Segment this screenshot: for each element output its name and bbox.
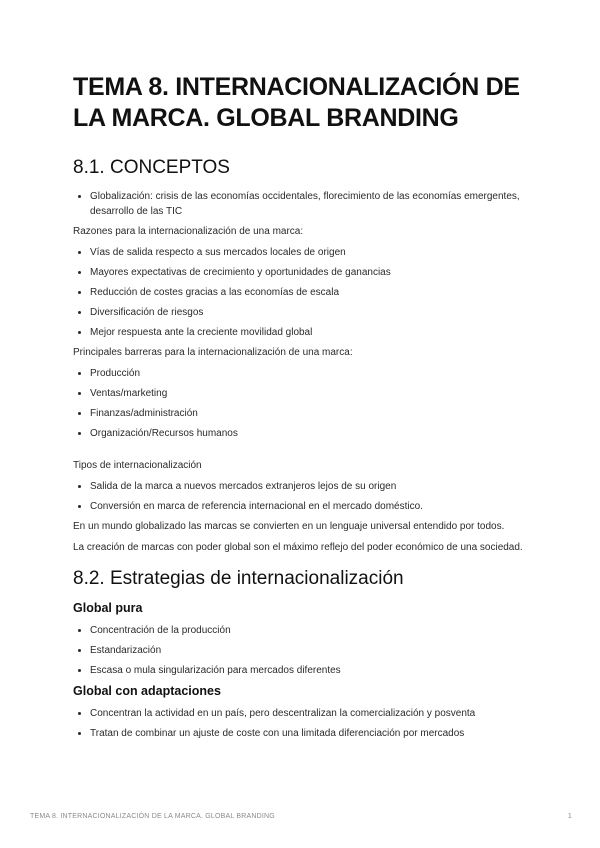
list-item: Mayores expectativas de crecimiento y oportunidades de ganancias	[89, 265, 533, 280]
paragraph-globalized-world: En un mundo globalizado las marcas se convierten en un lenguaje universal entendido por todos.	[73, 521, 505, 532]
footer-title: TEMA 8. INTERNACIONALIZACIÓN DE LA MARCA. GLOBAL BRANDING	[30, 813, 275, 820]
spacer	[73, 446, 533, 458]
list-item: Concentración de la producción	[89, 623, 533, 638]
list-item: Conversión en marca de referencia internacional en el mercado doméstico.	[89, 499, 533, 514]
list-item: Reducción de costes gracias a las economías de escala	[89, 285, 533, 300]
types-list	[73, 479, 533, 514]
list-item: Globalización: crisis de las economías occidentales, florecimiento de las economías emergentes, desarrollo de las TIC	[89, 189, 533, 219]
list-item: Escasa o mula singularización para mercados diferentes	[89, 663, 533, 678]
list-item: Organización/Recursos humanos	[89, 426, 533, 441]
list-item: Estandarización	[89, 643, 533, 658]
global-adaptaciones-list	[73, 706, 533, 741]
list-item: Diversificación de riesgos	[89, 305, 533, 320]
list-item: Vías de salida respecto a sus mercados locales de origen	[89, 245, 533, 260]
list-item: Finanzas/administración	[89, 406, 533, 421]
section-heading-estrategias: 8.2. Estrategias de internacionalización	[73, 568, 404, 589]
subheading-global-pura: Global pura	[73, 601, 143, 615]
document-title: TEMA 8. INTERNACIONALIZACIÓN DE LA MARCA. GLOBAL BRANDING	[73, 73, 520, 132]
list-item: Concentran la actividad en un país, pero descentralizan la comercialización y posventa	[89, 706, 533, 721]
list-item: Salida de la marca a nuevos mercados extranjeros lejos de su origen	[89, 479, 533, 494]
section-heading-conceptos: 8.1. CONCEPTOS	[73, 157, 230, 178]
intro-list	[73, 189, 533, 219]
page-footer	[30, 812, 572, 822]
page-number: 1	[567, 813, 572, 820]
list-item: Mejor respuesta ante la creciente movilidad global	[89, 325, 533, 340]
subheading-global-adaptaciones: Global con adaptaciones	[73, 684, 221, 698]
reasons-list	[73, 245, 533, 340]
paragraph-global-power: La creación de marcas con poder global son el máximo reflejo del poder económico de una sociedad.	[73, 542, 523, 553]
list-item: Producción	[89, 366, 533, 381]
list-item: Tratan de combinar un ajuste de coste con una limitada diferenciación por mercados	[89, 726, 533, 741]
barriers-label: Principales barreras para la internacionalización de una marca:	[73, 347, 353, 358]
barriers-list	[73, 366, 533, 441]
types-label: Tipos de internacionalización	[73, 460, 202, 471]
list-item: Ventas/marketing	[89, 386, 533, 401]
reasons-label: Razones para la internacionalización de una marca:	[73, 226, 304, 237]
global-pura-list	[73, 623, 533, 678]
document-page	[73, 72, 533, 746]
